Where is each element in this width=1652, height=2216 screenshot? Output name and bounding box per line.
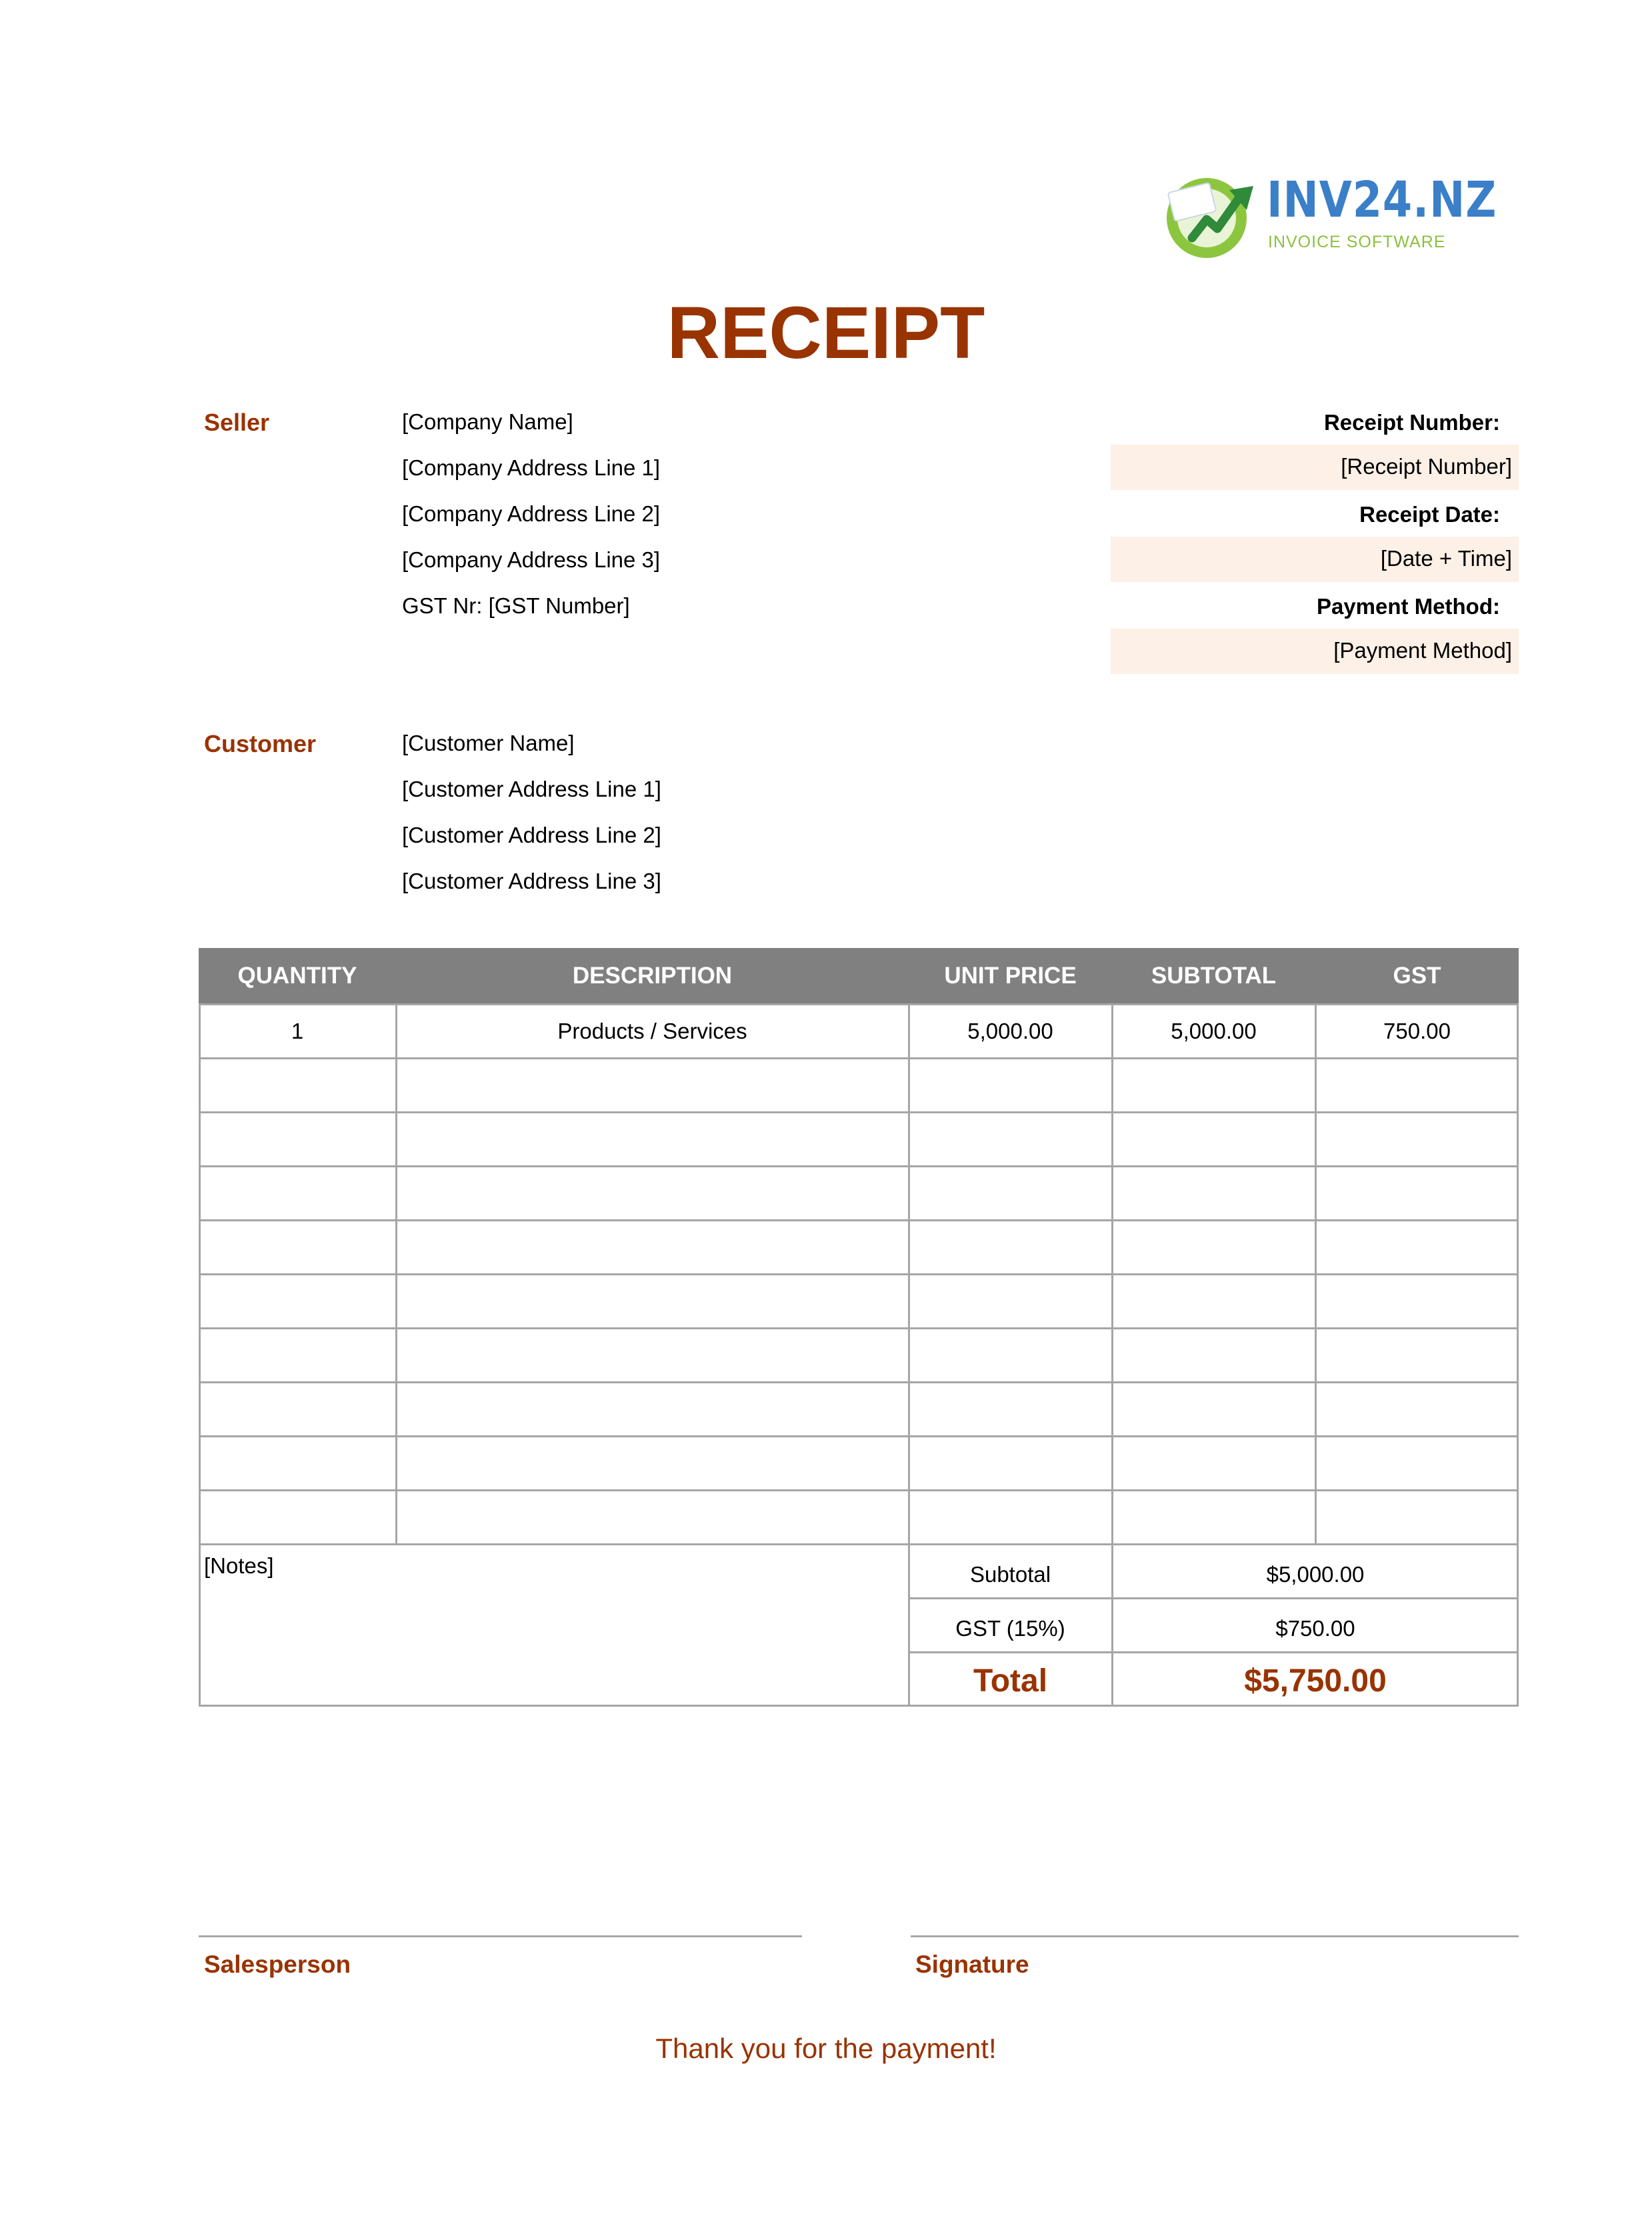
totals-row-line <box>909 1597 1519 1599</box>
page-title: RECEIPT <box>667 292 985 374</box>
table-column-line <box>1315 1004 1317 1544</box>
header-quantity: QUANTITY <box>237 963 357 989</box>
header-gst: GST <box>1393 963 1441 989</box>
row-1-description: Products / Services <box>557 1019 747 1043</box>
seller-company-name: [Company Name] <box>402 409 573 434</box>
seller-gst-number: GST Nr: [GST Number] <box>402 593 630 618</box>
seller-address-line-3: [Company Address Line 3] <box>402 547 661 572</box>
gst-label: GST (15%) <box>955 1616 1065 1641</box>
thank-you-message: Thank you for the payment! <box>655 2033 997 2064</box>
row-1-subtotal: 5,000.00 <box>1171 1019 1257 1043</box>
customer-address-line-2: [Customer Address Line 2] <box>402 823 661 847</box>
table-left-border <box>199 1004 201 1706</box>
logo-brand-text: INV24.NZ <box>1267 171 1497 229</box>
table-right-border <box>1517 1004 1519 1706</box>
table-header <box>199 948 1519 1004</box>
logo-tagline: INVOICE SOFTWARE <box>1268 233 1446 251</box>
signature-line <box>911 1935 1519 1937</box>
items-table <box>199 948 1519 1707</box>
notes-text: [Notes] <box>204 1553 274 1578</box>
row-1-quantity: 1 <box>291 1019 304 1043</box>
row-1-unit-price: 5,000.00 <box>967 1019 1053 1043</box>
payment-method-value: [Payment Method] <box>1333 638 1512 663</box>
row-1-gst: 750.00 <box>1383 1019 1451 1043</box>
subtotal-label: Subtotal <box>969 1562 1051 1587</box>
receipt-date-label: Receipt Date: <box>1359 502 1500 527</box>
payment-method-label: Payment Method: <box>1316 594 1500 619</box>
gst-value: $750.00 <box>1275 1616 1355 1641</box>
seller-address-line-2: [Company Address Line 2] <box>402 501 661 526</box>
header-subtotal: SUBTOTAL <box>1151 963 1277 989</box>
receipt-date-value: [Date + Time] <box>1380 546 1512 571</box>
header-unit-price: UNIT PRICE <box>944 963 1077 989</box>
total-value: $5,750.00 <box>1244 1663 1387 1699</box>
receipt-number-label: Receipt Number: <box>1323 410 1500 435</box>
total-label: Total <box>973 1663 1048 1699</box>
signature-label: Signature <box>915 1951 1029 1978</box>
seller-label: Seller <box>204 409 270 436</box>
brand-logo <box>1160 170 1497 263</box>
subtotal-value: $5,000.00 <box>1266 1562 1365 1587</box>
header-description: DESCRIPTION <box>572 963 733 989</box>
salesperson-line <box>199 1935 802 1937</box>
customer-label: Customer <box>204 730 317 757</box>
table-column-line <box>1111 1004 1113 1544</box>
table-column-line <box>908 1004 910 1544</box>
seller-address-line-1: [Company Address Line 1] <box>402 455 661 480</box>
logo-chart-icon <box>1160 170 1267 263</box>
customer-name: [Customer Name] <box>402 731 575 755</box>
table-column-line <box>395 1004 397 1544</box>
table-bottom-line <box>199 1705 1519 1707</box>
salesperson-label: Salesperson <box>204 1951 351 1978</box>
customer-address-line-3: [Customer Address Line 3] <box>402 869 661 893</box>
receipt-date-field[interactable] <box>1111 537 1519 582</box>
customer-address-line-1: [Customer Address Line 1] <box>402 777 661 801</box>
receipt-number-field[interactable] <box>1111 445 1519 490</box>
totals-row-line <box>909 1651 1519 1653</box>
payment-method-field[interactable] <box>1111 629 1519 674</box>
receipt-number-value: [Receipt Number] <box>1341 454 1512 479</box>
